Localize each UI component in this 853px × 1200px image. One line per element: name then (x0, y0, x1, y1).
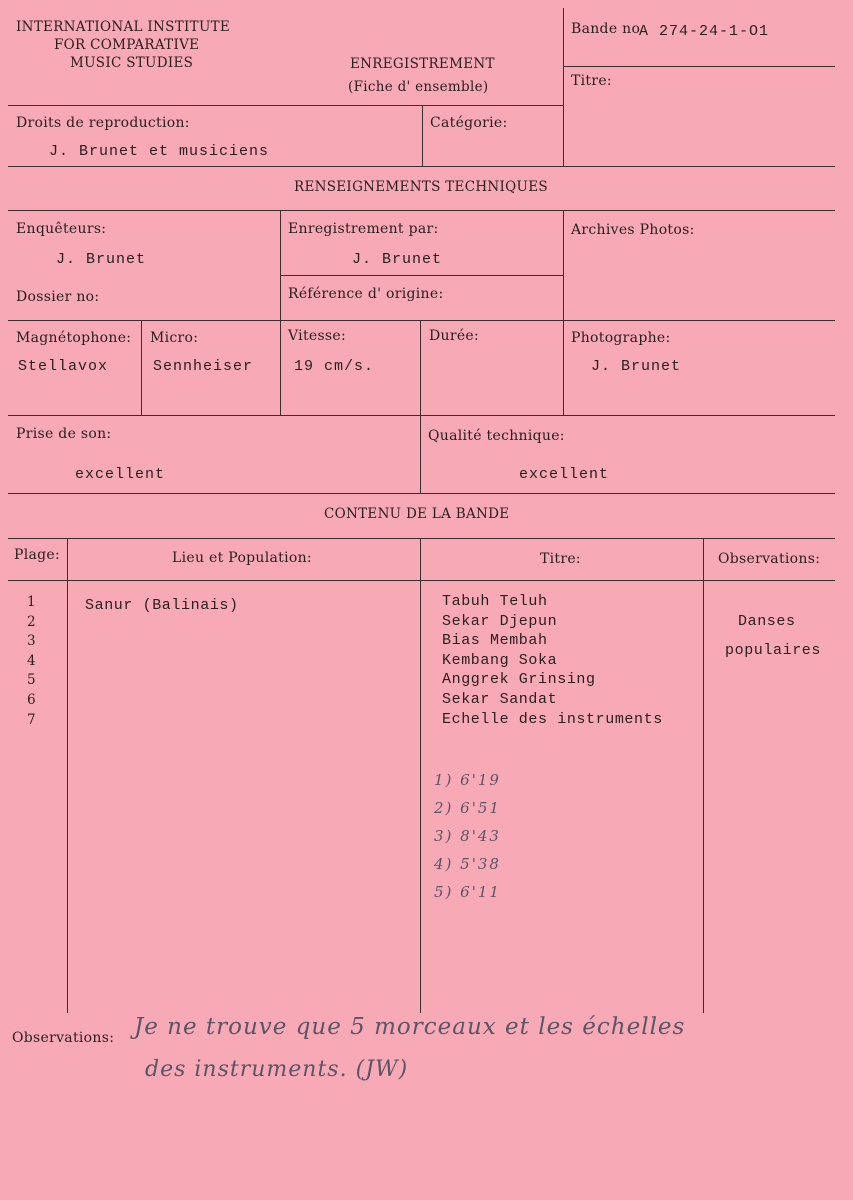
prise-de-son-label: Prise de son: (16, 426, 112, 442)
observation-line-2: populaires (725, 642, 822, 659)
duration-item: 1) 6'19 (434, 771, 501, 789)
duration-item: 5) 6'11 (434, 883, 501, 901)
plage-number: 7 (27, 711, 36, 728)
enqueteurs-label: Enquêteurs: (16, 221, 107, 237)
dossier-label: Dossier no: (16, 289, 100, 305)
magnetophone-value: Stellavox (18, 358, 109, 375)
institute-line-2: FOR COMPARATIVE (54, 37, 200, 53)
enqueteurs-value: J. Brunet (56, 251, 147, 268)
photographe-value: J. Brunet (591, 358, 682, 375)
titre-item: Sekar Djepun (442, 612, 558, 630)
observations-label: Observations: (12, 1030, 115, 1046)
prise-de-son-value: excellent (75, 466, 166, 483)
institute-line-1: INTERNATIONAL INSTITUTE (16, 19, 231, 35)
titre-item: Anggrek Grinsing (442, 671, 596, 689)
titre-item: Tabuh Teluh (442, 593, 548, 610)
plage-number: 6 (27, 691, 36, 708)
col-lieu: Lieu et Population: (172, 550, 312, 566)
duration-item: 4) 5'38 (434, 855, 501, 873)
form-subtitle: (Fiche d' ensemble) (348, 79, 489, 95)
vitesse-value: 19 cm/s. (294, 358, 375, 375)
plage-number: 5 (27, 672, 36, 689)
plage-number: 4 (27, 652, 36, 669)
titre-item: Sekar Sandat (442, 690, 558, 708)
photographe-label: Photographe: (571, 330, 671, 346)
bande-label: Bande no (571, 21, 641, 37)
enregistrement-par-value: J. Brunet (352, 251, 443, 268)
duree-label: Durée: (429, 328, 480, 344)
duration-item: 3) 8'43 (434, 827, 501, 845)
enregistrement-par-label: Enregistrement par: (288, 221, 439, 237)
plage-number: 2 (27, 613, 36, 630)
reference-label: Référence d' origine: (288, 286, 444, 302)
contenu-header: CONTENU DE LA BANDE (324, 506, 510, 522)
qualite-value: excellent (519, 466, 610, 483)
institute-line-3: MUSIC STUDIES (70, 55, 194, 71)
observation-line-1: Danses (738, 613, 796, 630)
titre-item: Kembang Soka (442, 651, 558, 669)
col-titre: Titre: (540, 551, 581, 567)
micro-label: Micro: (150, 330, 199, 346)
categorie-label: Catégorie: (430, 115, 508, 131)
vitesse-label: Vitesse: (288, 328, 347, 344)
observations-handwritten-2: des instruments. (JW) (145, 1057, 409, 1082)
observations-handwritten-1: Je ne trouve que 5 morceaux et les échelles (134, 1014, 686, 1040)
titre-item: Echelle des instruments (442, 710, 663, 728)
droits-label: Droits de reproduction: (16, 115, 190, 131)
magnetophone-label: Magnétophone: (16, 330, 132, 346)
col-observations: Observations: (718, 551, 821, 567)
lieu-value: Sanur (Balinais) (85, 597, 239, 614)
plage-number: 1 (27, 594, 36, 610)
duration-list (434, 766, 501, 906)
form-title: ENREGISTREMENT (350, 56, 495, 72)
titre-item: Bias Membah (442, 632, 548, 650)
titre-list (442, 592, 663, 729)
bande-value: A 274-24-1-O1 (639, 23, 770, 40)
tech-header: RENSEIGNEMENTS TECHNIQUES (294, 179, 548, 195)
titre-label: Titre: (571, 73, 612, 89)
duration-item: 2) 6'51 (434, 799, 501, 817)
droits-value: J. Brunet et musiciens (49, 143, 270, 160)
plage-list (27, 593, 36, 730)
plage-number: 3 (27, 633, 36, 650)
micro-value: Sennheiser (153, 358, 254, 375)
col-plage: Plage: (14, 547, 61, 563)
archives-label: Archives Photos: (571, 222, 695, 238)
qualite-label: Qualité technique: (428, 428, 565, 444)
